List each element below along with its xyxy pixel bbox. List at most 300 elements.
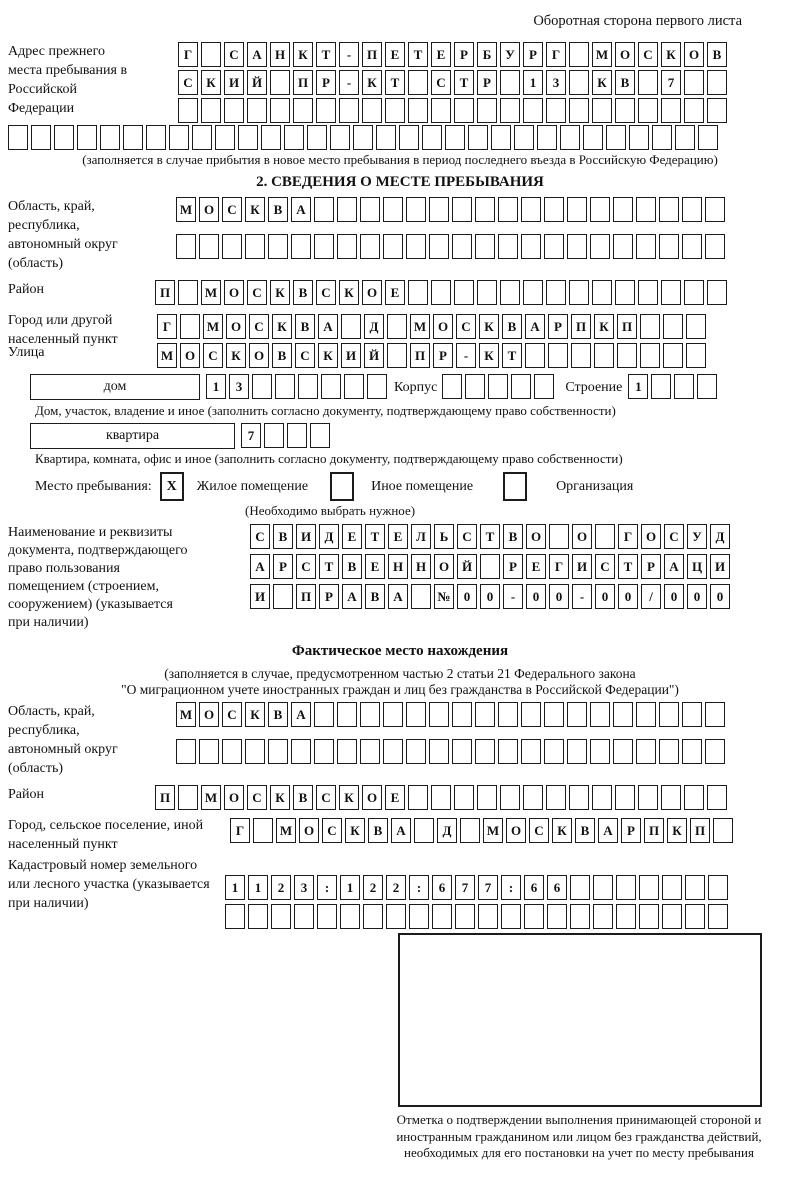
- char-cell[interactable]: С: [322, 818, 342, 843]
- char-cell[interactable]: [685, 904, 705, 929]
- char-cell[interactable]: [705, 197, 725, 222]
- char-cell[interactable]: [636, 197, 656, 222]
- char-cell[interactable]: Ь: [434, 524, 454, 549]
- char-cell[interactable]: М: [276, 818, 296, 843]
- char-cell[interactable]: 7: [478, 875, 498, 900]
- char-cell[interactable]: [429, 197, 449, 222]
- char-cell[interactable]: [475, 702, 495, 727]
- char-cell[interactable]: М: [410, 314, 430, 339]
- char-cell[interactable]: О: [199, 197, 219, 222]
- char-cell[interactable]: [291, 739, 311, 764]
- char-cell[interactable]: [31, 125, 51, 150]
- char-cell[interactable]: С: [431, 70, 451, 95]
- char-cell[interactable]: [273, 584, 293, 609]
- char-cell[interactable]: С: [457, 524, 477, 549]
- char-cell[interactable]: К: [245, 197, 265, 222]
- char-cell[interactable]: [429, 702, 449, 727]
- char-cell[interactable]: [316, 98, 336, 123]
- char-cell[interactable]: Р: [641, 554, 661, 579]
- char-cell[interactable]: [534, 374, 554, 399]
- char-cell[interactable]: С: [638, 42, 658, 67]
- char-cell[interactable]: В: [615, 70, 635, 95]
- char-cell[interactable]: [708, 904, 728, 929]
- char-cell[interactable]: [454, 98, 474, 123]
- char-cell[interactable]: [199, 234, 219, 259]
- char-cell[interactable]: [248, 904, 268, 929]
- char-cell[interactable]: [615, 785, 635, 810]
- char-cell[interactable]: [363, 904, 383, 929]
- char-cell[interactable]: [477, 785, 497, 810]
- char-cell[interactable]: 7: [241, 423, 261, 448]
- char-cell[interactable]: 3: [229, 374, 249, 399]
- char-cell[interactable]: [705, 739, 725, 764]
- char-cell[interactable]: [491, 125, 511, 150]
- char-cell[interactable]: [544, 739, 564, 764]
- char-cell[interactable]: К: [270, 280, 290, 305]
- char-cell[interactable]: [567, 739, 587, 764]
- char-cell[interactable]: [460, 818, 480, 843]
- char-cell[interactable]: О: [226, 314, 246, 339]
- char-cell[interactable]: [422, 125, 442, 150]
- char-cell[interactable]: [477, 98, 497, 123]
- char-cell[interactable]: 0: [710, 584, 730, 609]
- char-cell[interactable]: А: [388, 584, 408, 609]
- char-cell[interactable]: [215, 125, 235, 150]
- char-cell[interactable]: [684, 98, 704, 123]
- char-cell[interactable]: [675, 125, 695, 150]
- char-cell[interactable]: /: [641, 584, 661, 609]
- char-cell[interactable]: [307, 125, 327, 150]
- char-cell[interactable]: [613, 739, 633, 764]
- char-cell[interactable]: [452, 702, 472, 727]
- char-cell[interactable]: [705, 234, 725, 259]
- char-cell[interactable]: В: [502, 314, 522, 339]
- char-cell[interactable]: [546, 785, 566, 810]
- char-cell[interactable]: В: [575, 818, 595, 843]
- char-cell[interactable]: К: [226, 343, 246, 368]
- char-cell[interactable]: 2: [363, 875, 383, 900]
- char-cell[interactable]: Ц: [687, 554, 707, 579]
- char-cell[interactable]: [455, 904, 475, 929]
- char-cell[interactable]: [707, 785, 727, 810]
- char-cell[interactable]: [685, 875, 705, 900]
- char-cell[interactable]: О: [572, 524, 592, 549]
- char-cell[interactable]: К: [661, 42, 681, 67]
- char-cell[interactable]: [500, 70, 520, 95]
- char-cell[interactable]: К: [339, 280, 359, 305]
- char-cell[interactable]: [521, 702, 541, 727]
- char-cell[interactable]: Б: [477, 42, 497, 67]
- char-cell[interactable]: К: [245, 702, 265, 727]
- char-cell[interactable]: 7: [661, 70, 681, 95]
- char-cell[interactable]: [201, 98, 221, 123]
- char-cell[interactable]: [339, 98, 359, 123]
- char-cell[interactable]: [616, 875, 636, 900]
- char-cell[interactable]: 7: [455, 875, 475, 900]
- char-cell[interactable]: [593, 875, 613, 900]
- char-cell[interactable]: Р: [477, 70, 497, 95]
- char-cell[interactable]: [569, 98, 589, 123]
- char-cell[interactable]: К: [592, 70, 612, 95]
- char-cell[interactable]: [408, 785, 428, 810]
- char-cell[interactable]: П: [617, 314, 637, 339]
- char-cell[interactable]: А: [342, 584, 362, 609]
- char-cell[interactable]: Н: [270, 42, 290, 67]
- char-cell[interactable]: [409, 904, 429, 929]
- char-cell[interactable]: [567, 197, 587, 222]
- char-cell[interactable]: П: [690, 818, 710, 843]
- char-cell[interactable]: К: [362, 70, 382, 95]
- char-cell[interactable]: П: [571, 314, 591, 339]
- char-cell[interactable]: [383, 739, 403, 764]
- char-cell[interactable]: Т: [502, 343, 522, 368]
- char-cell[interactable]: А: [318, 314, 338, 339]
- char-cell[interactable]: [549, 524, 569, 549]
- char-cell[interactable]: [686, 314, 706, 339]
- char-cell[interactable]: С: [250, 524, 270, 549]
- char-cell[interactable]: Й: [364, 343, 384, 368]
- char-cell[interactable]: Р: [503, 554, 523, 579]
- char-cell[interactable]: [500, 785, 520, 810]
- char-cell[interactable]: М: [483, 818, 503, 843]
- char-cell[interactable]: [569, 280, 589, 305]
- char-cell[interactable]: С: [456, 314, 476, 339]
- char-cell[interactable]: [360, 739, 380, 764]
- char-cell[interactable]: [287, 423, 307, 448]
- char-cell[interactable]: В: [268, 197, 288, 222]
- char-cell[interactable]: [291, 234, 311, 259]
- char-cell[interactable]: [314, 197, 334, 222]
- char-cell[interactable]: И: [224, 70, 244, 95]
- char-cell[interactable]: С: [249, 314, 269, 339]
- char-cell[interactable]: С: [529, 818, 549, 843]
- char-cell[interactable]: В: [295, 314, 315, 339]
- char-cell[interactable]: С: [222, 702, 242, 727]
- char-cell[interactable]: [616, 904, 636, 929]
- char-cell[interactable]: :: [501, 875, 521, 900]
- char-cell[interactable]: Г: [157, 314, 177, 339]
- char-cell[interactable]: [442, 374, 462, 399]
- char-cell[interactable]: [180, 314, 200, 339]
- char-cell[interactable]: [537, 125, 557, 150]
- char-cell[interactable]: [613, 234, 633, 259]
- char-cell[interactable]: [376, 125, 396, 150]
- char-cell[interactable]: [321, 374, 341, 399]
- char-cell[interactable]: [617, 343, 637, 368]
- char-cell[interactable]: П: [155, 785, 175, 810]
- char-cell[interactable]: [544, 197, 564, 222]
- char-cell[interactable]: [570, 904, 590, 929]
- char-cell[interactable]: П: [644, 818, 664, 843]
- char-cell[interactable]: В: [272, 343, 292, 368]
- char-cell[interactable]: К: [293, 42, 313, 67]
- char-cell[interactable]: [583, 125, 603, 150]
- char-cell[interactable]: [590, 234, 610, 259]
- char-cell[interactable]: К: [479, 314, 499, 339]
- char-cell[interactable]: [661, 98, 681, 123]
- char-cell[interactable]: :: [317, 875, 337, 900]
- char-cell[interactable]: №: [434, 584, 454, 609]
- char-cell[interactable]: 6: [432, 875, 452, 900]
- char-cell[interactable]: [465, 374, 485, 399]
- char-cell[interactable]: С: [247, 785, 267, 810]
- char-cell[interactable]: [480, 554, 500, 579]
- char-cell[interactable]: [337, 739, 357, 764]
- char-cell[interactable]: [595, 524, 615, 549]
- char-cell[interactable]: Р: [273, 554, 293, 579]
- char-cell[interactable]: К: [552, 818, 572, 843]
- char-cell[interactable]: [383, 234, 403, 259]
- char-cell[interactable]: А: [598, 818, 618, 843]
- char-cell[interactable]: [387, 343, 407, 368]
- char-cell[interactable]: Е: [385, 42, 405, 67]
- char-cell[interactable]: [682, 702, 702, 727]
- char-cell[interactable]: С: [178, 70, 198, 95]
- char-cell[interactable]: [638, 70, 658, 95]
- char-cell[interactable]: Р: [319, 584, 339, 609]
- char-cell[interactable]: -: [339, 70, 359, 95]
- char-cell[interactable]: Д: [364, 314, 384, 339]
- residential-checkbox[interactable]: X: [160, 472, 184, 501]
- char-cell[interactable]: Е: [526, 554, 546, 579]
- char-cell[interactable]: [411, 584, 431, 609]
- char-cell[interactable]: [445, 125, 465, 150]
- char-cell[interactable]: [176, 234, 196, 259]
- char-cell[interactable]: [567, 234, 587, 259]
- char-cell[interactable]: [544, 702, 564, 727]
- char-cell[interactable]: О: [362, 280, 382, 305]
- char-cell[interactable]: [178, 785, 198, 810]
- char-cell[interactable]: С: [222, 197, 242, 222]
- char-cell[interactable]: [606, 125, 626, 150]
- char-cell[interactable]: [475, 197, 495, 222]
- char-cell[interactable]: В: [342, 554, 362, 579]
- other-premises-checkbox[interactable]: [330, 472, 354, 501]
- char-cell[interactable]: [314, 234, 334, 259]
- char-cell[interactable]: [264, 423, 284, 448]
- char-cell[interactable]: [314, 739, 334, 764]
- char-cell[interactable]: [454, 280, 474, 305]
- char-cell[interactable]: [383, 197, 403, 222]
- char-cell[interactable]: [636, 702, 656, 727]
- char-cell[interactable]: [454, 785, 474, 810]
- char-cell[interactable]: [225, 904, 245, 929]
- char-cell[interactable]: М: [203, 314, 223, 339]
- char-cell[interactable]: О: [434, 554, 454, 579]
- char-cell[interactable]: Г: [230, 818, 250, 843]
- char-cell[interactable]: [708, 875, 728, 900]
- char-cell[interactable]: [429, 739, 449, 764]
- char-cell[interactable]: [569, 785, 589, 810]
- char-cell[interactable]: [707, 70, 727, 95]
- char-cell[interactable]: У: [500, 42, 520, 67]
- char-cell[interactable]: А: [664, 554, 684, 579]
- char-cell[interactable]: В: [368, 818, 388, 843]
- char-cell[interactable]: К: [201, 70, 221, 95]
- char-cell[interactable]: 2: [271, 875, 291, 900]
- char-cell[interactable]: [201, 42, 221, 67]
- char-cell[interactable]: [385, 98, 405, 123]
- char-cell[interactable]: [247, 98, 267, 123]
- char-cell[interactable]: [408, 70, 428, 95]
- char-cell[interactable]: О: [224, 785, 244, 810]
- char-cell[interactable]: А: [391, 818, 411, 843]
- char-cell[interactable]: [639, 875, 659, 900]
- char-cell[interactable]: [383, 702, 403, 727]
- char-cell[interactable]: Д: [710, 524, 730, 549]
- char-cell[interactable]: Г: [546, 42, 566, 67]
- char-cell[interactable]: А: [525, 314, 545, 339]
- char-cell[interactable]: [386, 904, 406, 929]
- char-cell[interactable]: [525, 343, 545, 368]
- char-cell[interactable]: 0: [664, 584, 684, 609]
- char-cell[interactable]: 1: [225, 875, 245, 900]
- char-cell[interactable]: Г: [618, 524, 638, 549]
- char-cell[interactable]: -: [456, 343, 476, 368]
- char-cell[interactable]: [501, 904, 521, 929]
- char-cell[interactable]: [544, 234, 564, 259]
- char-cell[interactable]: [431, 785, 451, 810]
- char-cell[interactable]: [468, 125, 488, 150]
- char-cell[interactable]: К: [318, 343, 338, 368]
- char-cell[interactable]: [613, 702, 633, 727]
- char-cell[interactable]: [682, 234, 702, 259]
- char-cell[interactable]: [284, 125, 304, 150]
- char-cell[interactable]: С: [224, 42, 244, 67]
- char-cell[interactable]: [659, 702, 679, 727]
- char-cell[interactable]: [511, 374, 531, 399]
- char-cell[interactable]: [521, 234, 541, 259]
- char-cell[interactable]: О: [684, 42, 704, 67]
- char-cell[interactable]: [684, 280, 704, 305]
- char-cell[interactable]: С: [316, 280, 336, 305]
- char-cell[interactable]: К: [270, 785, 290, 810]
- char-cell[interactable]: [176, 739, 196, 764]
- char-cell[interactable]: [452, 739, 472, 764]
- char-cell[interactable]: [521, 197, 541, 222]
- char-cell[interactable]: [651, 374, 671, 399]
- char-cell[interactable]: [406, 739, 426, 764]
- char-cell[interactable]: О: [615, 42, 635, 67]
- char-cell[interactable]: 0: [595, 584, 615, 609]
- char-cell[interactable]: Т: [480, 524, 500, 549]
- char-cell[interactable]: Р: [433, 343, 453, 368]
- char-cell[interactable]: С: [295, 343, 315, 368]
- char-cell[interactable]: С: [247, 280, 267, 305]
- char-cell[interactable]: К: [339, 785, 359, 810]
- char-cell[interactable]: М: [176, 197, 196, 222]
- char-cell[interactable]: А: [250, 554, 270, 579]
- char-cell[interactable]: 1: [340, 875, 360, 900]
- char-cell[interactable]: [684, 785, 704, 810]
- char-cell[interactable]: [567, 702, 587, 727]
- char-cell[interactable]: К: [594, 314, 614, 339]
- char-cell[interactable]: 1: [628, 374, 648, 399]
- char-cell[interactable]: О: [433, 314, 453, 339]
- char-cell[interactable]: [429, 234, 449, 259]
- char-cell[interactable]: [571, 343, 591, 368]
- char-cell[interactable]: [498, 739, 518, 764]
- char-cell[interactable]: 0: [618, 584, 638, 609]
- char-cell[interactable]: [500, 280, 520, 305]
- char-cell[interactable]: А: [247, 42, 267, 67]
- char-cell[interactable]: [477, 280, 497, 305]
- char-cell[interactable]: К: [272, 314, 292, 339]
- char-cell[interactable]: [408, 280, 428, 305]
- char-cell[interactable]: [245, 234, 265, 259]
- char-cell[interactable]: 1: [248, 875, 268, 900]
- char-cell[interactable]: [353, 125, 373, 150]
- char-cell[interactable]: [682, 739, 702, 764]
- char-cell[interactable]: С: [203, 343, 223, 368]
- char-cell[interactable]: С: [296, 554, 316, 579]
- char-cell[interactable]: [337, 197, 357, 222]
- char-cell[interactable]: П: [293, 70, 313, 95]
- char-cell[interactable]: Е: [342, 524, 362, 549]
- char-cell[interactable]: [192, 125, 212, 150]
- char-cell[interactable]: Л: [411, 524, 431, 549]
- char-cell[interactable]: 1: [206, 374, 226, 399]
- char-cell[interactable]: 2: [386, 875, 406, 900]
- char-cell[interactable]: [337, 702, 357, 727]
- char-cell[interactable]: [224, 98, 244, 123]
- char-cell[interactable]: Т: [316, 42, 336, 67]
- char-cell[interactable]: [523, 280, 543, 305]
- char-cell[interactable]: В: [273, 524, 293, 549]
- char-cell[interactable]: [337, 234, 357, 259]
- char-cell[interactable]: И: [341, 343, 361, 368]
- char-cell[interactable]: С: [664, 524, 684, 549]
- char-cell[interactable]: И: [572, 554, 592, 579]
- char-cell[interactable]: М: [176, 702, 196, 727]
- char-cell[interactable]: [54, 125, 74, 150]
- char-cell[interactable]: К: [667, 818, 687, 843]
- char-cell[interactable]: Д: [437, 818, 457, 843]
- char-cell[interactable]: [594, 343, 614, 368]
- char-cell[interactable]: [662, 875, 682, 900]
- char-cell[interactable]: К: [479, 343, 499, 368]
- char-cell[interactable]: Р: [316, 70, 336, 95]
- char-cell[interactable]: Е: [388, 524, 408, 549]
- char-cell[interactable]: Т: [618, 554, 638, 579]
- char-cell[interactable]: [475, 739, 495, 764]
- char-cell[interactable]: О: [506, 818, 526, 843]
- char-cell[interactable]: [406, 234, 426, 259]
- char-cell[interactable]: [638, 98, 658, 123]
- char-cell[interactable]: [222, 234, 242, 259]
- char-cell[interactable]: [317, 904, 337, 929]
- char-cell[interactable]: М: [201, 785, 221, 810]
- char-cell[interactable]: [674, 374, 694, 399]
- char-cell[interactable]: [547, 904, 567, 929]
- char-cell[interactable]: В: [268, 702, 288, 727]
- char-cell[interactable]: [524, 904, 544, 929]
- char-cell[interactable]: [77, 125, 97, 150]
- char-cell[interactable]: [268, 234, 288, 259]
- char-cell[interactable]: 6: [547, 875, 567, 900]
- char-cell[interactable]: П: [362, 42, 382, 67]
- char-cell[interactable]: [663, 314, 683, 339]
- char-cell[interactable]: [199, 739, 219, 764]
- char-cell[interactable]: [638, 785, 658, 810]
- char-cell[interactable]: [488, 374, 508, 399]
- char-cell[interactable]: К: [345, 818, 365, 843]
- char-cell[interactable]: М: [157, 343, 177, 368]
- char-cell[interactable]: [498, 197, 518, 222]
- char-cell[interactable]: [590, 739, 610, 764]
- char-cell[interactable]: С: [316, 785, 336, 810]
- char-cell[interactable]: [452, 197, 472, 222]
